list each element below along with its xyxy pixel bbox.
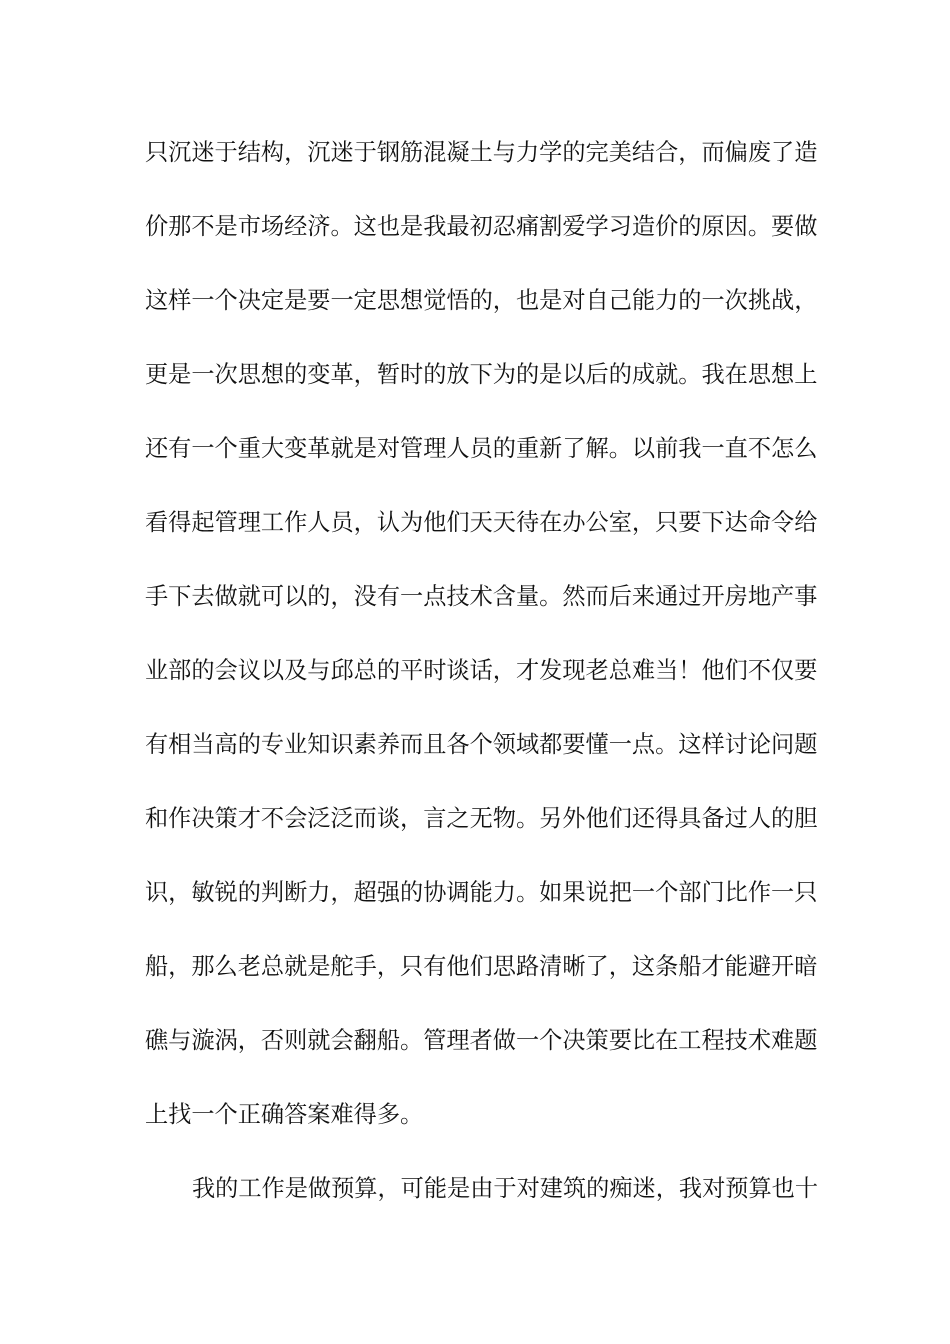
- paragraph-line: 看得起管理工作人员，认为他们天天待在办公室，只要下达命令给: [145, 509, 818, 536]
- paragraph-line: 价那不是市场经济。这也是我最初忍痛割爱学习造价的原因。要做: [145, 213, 818, 240]
- paragraph-line: 有相当高的专业知识素养而且各个领域都要懂一点。这样讨论问题: [145, 731, 818, 758]
- paragraph-line-last: 上找一个正确答案难得多。: [145, 1101, 424, 1128]
- paragraph-line: 和作决策才不会泛泛而谈，言之无物。另外他们还得具备过人的胆: [145, 805, 818, 832]
- paragraph-line: 只沉迷于结构，沉迷于钢筋混凝土与力学的完美结合，而偏废了造: [145, 139, 818, 166]
- paragraph-line: 业部的会议以及与邱总的平时谈话，才发现老总难当！他们不仅要: [145, 657, 818, 684]
- paragraph-line: 更是一次思想的变革，暂时的放下为的是以后的成就。我在思想上: [145, 361, 818, 388]
- paragraph-line: 还有一个重大变革就是对管理人员的重新了解。以前我一直不怎么: [145, 435, 818, 462]
- paragraph-first-line: 我的工作是做预算，可能是由于对建筑的痴迷，我对预算也十: [192, 1175, 819, 1202]
- paragraph-line: 礁与漩涡，否则就会翻船。管理者做一个决策要比在工程技术难题: [145, 1027, 818, 1054]
- paragraph-line: 手下去做就可以的，没有一点技术含量。然而后来通过开房地产事: [145, 583, 818, 610]
- paragraph-line: 识，敏锐的判断力，超强的协调能力。如果说把一个部门比作一只: [145, 879, 818, 906]
- paragraph-line: 船，那么老总就是舵手，只有他们思路清晰了，这条船才能避开暗: [145, 953, 818, 980]
- paragraph-line: 这样一个决定是要一定思想觉悟的，也是对自己能力的一次挑战，: [145, 287, 818, 314]
